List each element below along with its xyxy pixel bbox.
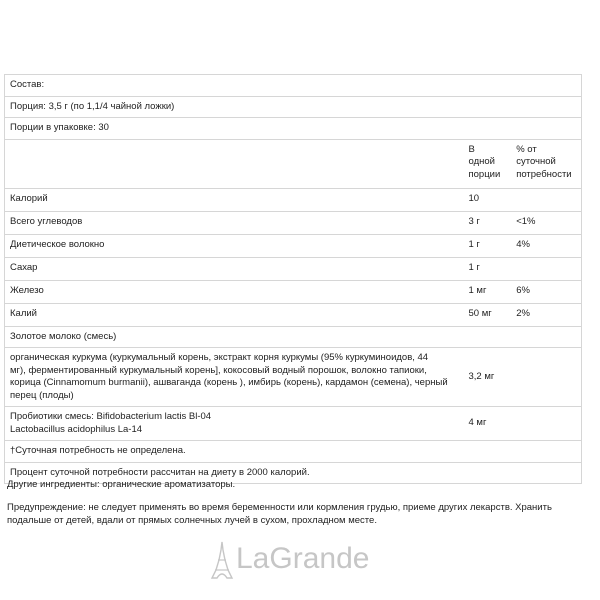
composition-row — [5, 75, 582, 97]
nutrient-amount: 50 мг — [464, 303, 512, 326]
servings-per-container-label: Порции в упаковке: 30 — [5, 118, 582, 140]
probiotic-amount: 4 мг — [464, 407, 512, 441]
watermark-logo — [210, 540, 390, 580]
header-daily-value — [511, 139, 581, 188]
header-per-serving — [464, 139, 512, 188]
eiffel-tower-icon — [210, 540, 234, 580]
blend-daily-value — [511, 348, 581, 407]
warning-line: подальше от детей, вдали от прямых солнечных лучей в сухом, прохладном месте. — [7, 515, 377, 526]
blend-title: Золотое молоко (смесь) — [5, 326, 582, 348]
nutrient-name: Диетическое волокно — [5, 234, 464, 257]
footnote-daily-value: †Суточная потребность не определена. — [5, 441, 582, 463]
blend-ingredients — [5, 348, 464, 407]
watermark-text: LaGrande — [236, 542, 370, 575]
composition-label: Состав: — [5, 75, 582, 97]
warning-line: Предупреждение: не следует применять во время беременности или кормления грудью, приеме других лекарств. Хранить — [7, 502, 552, 513]
nutrient-daily-value: 4% — [511, 234, 581, 257]
nutrient-row — [5, 188, 582, 211]
supplement-facts-table — [4, 74, 582, 484]
probiotic-ingredients — [5, 407, 464, 441]
header-per-serving-line: В — [468, 143, 475, 155]
serving-size-row — [5, 96, 582, 118]
header-empty-cell — [5, 139, 464, 188]
nutrient-amount: 3 г — [464, 211, 512, 234]
blend-title-row — [5, 326, 582, 348]
header-per-serving-line: порции — [468, 168, 501, 180]
footnote-dv-row — [5, 441, 582, 463]
warning-text — [7, 501, 587, 527]
nutrient-row — [5, 280, 582, 303]
serving-size-label: Порция: 3,5 г (по 1,1/4 чайной ложки) — [5, 96, 582, 118]
nutrient-daily-value: 2% — [511, 303, 581, 326]
nutrient-name: Всего углеводов — [5, 211, 464, 234]
probiotic-line: Lactobacillus acidophilus La-14 — [10, 423, 143, 435]
nutrient-daily-value: <1% — [511, 211, 581, 234]
nutrient-row — [5, 303, 582, 326]
header-daily-value-line: % от — [516, 143, 537, 155]
blend-ingredients-line: органическая куркума (куркумальный корень, экстракт корня куркумы (95% куркуминоидов, 44 — [10, 352, 429, 363]
nutrient-row — [5, 211, 582, 234]
other-ingredients: Другие ингредиенты: органические ароматизаторы. — [7, 479, 236, 490]
nutrient-amount: 1 г — [464, 234, 512, 257]
footnote-diet-basis: Процент суточной потребности рассчитан на диету в 2000 калорий. — [5, 462, 582, 484]
nutrient-amount: 1 г — [464, 257, 512, 280]
header-per-serving-line: одной — [468, 156, 495, 167]
nutrient-name: Калорий — [5, 188, 464, 211]
nutrient-name: Железо — [5, 280, 464, 303]
probiotic-row — [5, 407, 582, 441]
table-header-row — [5, 139, 582, 188]
nutrient-daily-value — [511, 257, 581, 280]
header-daily-value-line: потребности — [516, 168, 572, 180]
nutrient-amount: 1 мг — [464, 280, 512, 303]
blend-ingredients-line: перец (плоды) — [10, 389, 74, 401]
nutrient-daily-value — [511, 188, 581, 211]
probiotic-daily-value — [511, 407, 581, 441]
nutrient-daily-value: 6% — [511, 280, 581, 303]
nutrient-name: Калий — [5, 303, 464, 326]
nutrient-row — [5, 257, 582, 280]
blend-amount: 3,2 мг — [464, 348, 512, 407]
nutrient-name: Сахар — [5, 257, 464, 280]
blend-ingredients-row — [5, 348, 582, 407]
header-daily-value-line: суточной — [516, 156, 556, 167]
blend-ingredients-line: мг), ферментированный куркумальный корень], кокосовый водный порошок, волокно тапиоки, — [10, 364, 427, 376]
probiotic-line: Пробиотики смесь: Bifidobacterium lactis Bl-04 — [10, 411, 212, 422]
nutrient-amount: 10 — [464, 188, 512, 211]
nutrient-row — [5, 234, 582, 257]
servings-per-container-row — [5, 118, 582, 140]
blend-ingredients-line: корица (Cinnamomum burmanii), ашваганда (корень ), имбирь (корень), кардамон (семена), черный — [10, 377, 448, 388]
